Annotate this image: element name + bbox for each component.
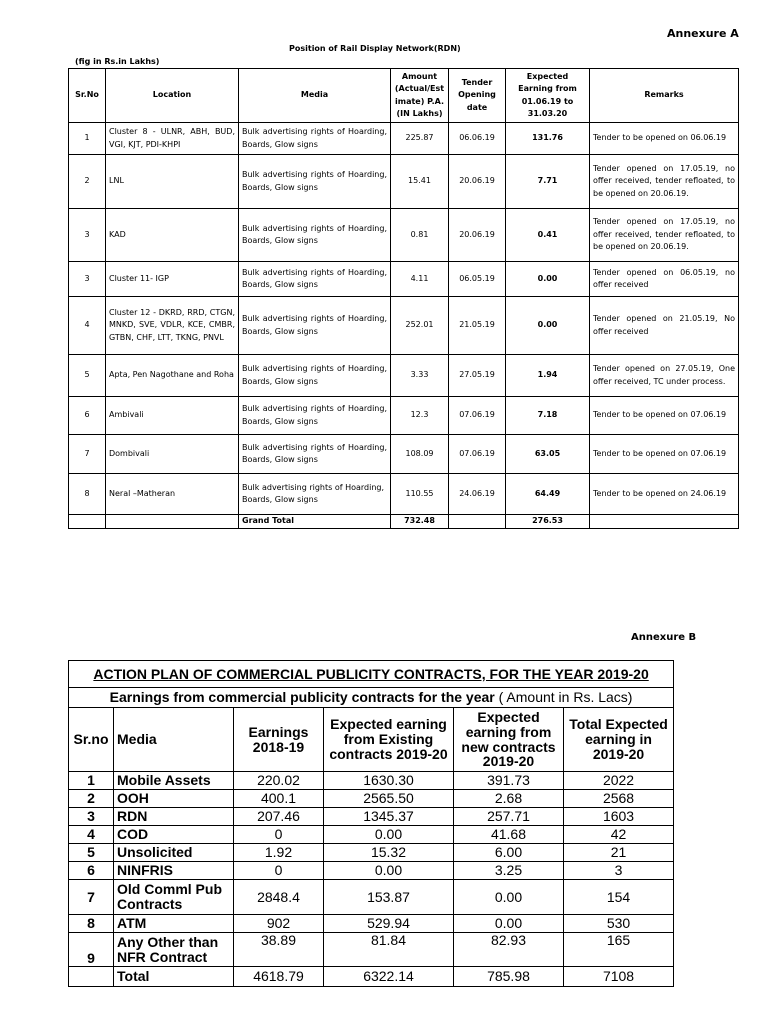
col-header: Remarks (590, 69, 739, 123)
table-row: 4 COD 0 0.00 41.68 42 (69, 826, 674, 844)
table-row (69, 209, 739, 262)
table-row (69, 155, 739, 209)
table-row: 6 NINFRIS 0 0.00 3.25 3 (69, 862, 674, 880)
table-row (69, 123, 739, 155)
srno-cell: 5 (69, 355, 106, 397)
table-row: 2 OOH 400.1 2565.50 2.68 2568 (69, 790, 674, 808)
remarks-cell: Tender to be opened on 06.06.19 (590, 123, 739, 155)
total-label: Total (114, 967, 234, 987)
table-row (69, 355, 739, 397)
earning-cell: 64.49 (506, 474, 590, 515)
earning-cell: 0.00 (506, 262, 590, 297)
earning-cell: 7.18 (506, 397, 590, 435)
grand-total-amount: 732.48 (391, 515, 449, 529)
col-header: Total Expected earning in 2019-20 (564, 708, 674, 772)
remarks-cell: Tender opened on 06.05.19, no offer received (590, 262, 739, 297)
media-cell: Bulk advertising rights of Hoarding, Boards, Glow signs (239, 474, 391, 515)
col-header: Expected earning from Existing contracts 2019-20 (324, 708, 454, 772)
media-cell: Bulk advertising rights of Hoarding, Boards, Glow signs (239, 262, 391, 297)
col-header: Tender Opening date (449, 69, 506, 123)
rdn-table-title: Position of Rail Display Network(RDN) (289, 44, 461, 53)
location-cell: Cluster 12 - DKRD, RRD, CTGN, MNKD, SVE, VDLR, KCE, CMBR, GTBN, CHF, LTT, TKNG, PNVL (106, 297, 239, 355)
date-cell: 07.06.19 (449, 435, 506, 474)
srno-cell: 8 (69, 474, 106, 515)
media-cell: Bulk advertising rights of Hoarding, Boards, Glow signs (239, 123, 391, 155)
remarks-cell: Tender to be opened on 24.06.19 (590, 474, 739, 515)
srno-cell: 3 (69, 262, 106, 297)
remarks-cell: Tender opened on 21.05.19, No offer received (590, 297, 739, 355)
table-row (69, 297, 739, 355)
amount-cell: 110.55 (391, 474, 449, 515)
amount-cell: 4.11 (391, 262, 449, 297)
earning-cell: 7.71 (506, 155, 590, 209)
table-row (69, 262, 739, 297)
col-header: Media (239, 69, 391, 123)
earning-cell: 0.00 (506, 297, 590, 355)
col-header: Expected earning from new contracts 2019-20 (454, 708, 564, 772)
grand-total-earning: 276.53 (506, 515, 590, 529)
annexure-a-heading: Annexure A (667, 27, 739, 40)
total-row (69, 515, 739, 529)
srno-cell: 7 (69, 435, 106, 474)
date-cell: 06.05.19 (449, 262, 506, 297)
date-cell: 20.06.19 (449, 209, 506, 262)
media-cell: Bulk advertising rights of Hoarding, Boards, Glow signs (239, 297, 391, 355)
col-header: Location (106, 69, 239, 123)
remarks-cell: Tender opened on 17.05.19, no offer received, tender refloated, to be opened on 20.06.19. (590, 155, 739, 209)
media-cell: Bulk advertising rights of Hoarding, Boards, Glow signs (239, 209, 391, 262)
location-cell: Dombivali (106, 435, 239, 474)
total-row (69, 967, 674, 987)
amount-cell: 225.87 (391, 123, 449, 155)
col-header: Amount (Actual/Est imate) P.A. (IN Lakhs) (391, 69, 449, 123)
action-plan-table (68, 660, 674, 987)
total-e1819: 4618.79 (234, 967, 324, 987)
total-existing: 6322.14 (324, 967, 454, 987)
table-row: 5 Unsolicited 1.92 15.32 6.00 21 (69, 844, 674, 862)
location-cell: Apta, Pen Nagothane and Roha (106, 355, 239, 397)
date-cell: 07.06.19 (449, 397, 506, 435)
table-row (69, 474, 739, 515)
earning-cell: 1.94 (506, 355, 590, 397)
earning-cell: 131.76 (506, 123, 590, 155)
col-header: Earnings 2018-19 (234, 708, 324, 772)
action-plan-title: ACTION PLAN OF COMMERCIAL PUBLICITY CONTRACTS, FOR THE YEAR 2019-20 (69, 661, 674, 688)
srno-cell: 4 (69, 297, 106, 355)
remarks-cell: Tender to be opened on 07.06.19 (590, 397, 739, 435)
earning-cell: 63.05 (506, 435, 590, 474)
col-header: Sr.no (69, 708, 114, 772)
date-cell: 27.05.19 (449, 355, 506, 397)
table-row: 7 Old Comml Pub Contracts 2848.4 153.87 0.00 154 (69, 880, 674, 915)
date-cell: 24.06.19 (449, 474, 506, 515)
rdn-table (68, 68, 739, 529)
amount-cell: 108.09 (391, 435, 449, 474)
earning-cell: 0.41 (506, 209, 590, 262)
remarks-cell: Tender to be opened on 07.06.19 (590, 435, 739, 474)
location-cell: Neral –Matheran (106, 474, 239, 515)
annexure-b-heading: Annexure B (631, 632, 697, 643)
location-cell: Cluster 11- IGP (106, 262, 239, 297)
location-cell: LNL (106, 155, 239, 209)
media-cell: Bulk advertising rights of Hoarding, Boards, Glow signs (239, 155, 391, 209)
date-cell: 20.06.19 (449, 155, 506, 209)
col-header: Sr.No (69, 69, 106, 123)
amount-cell: 252.01 (391, 297, 449, 355)
grand-total-label: Grand Total (239, 515, 391, 529)
amount-cell: 3.33 (391, 355, 449, 397)
media-cell: Bulk advertising rights of Hoarding, Boards, Glow signs (239, 355, 391, 397)
table-row: 1 Mobile Assets 220.02 1630.30 391.73 2022 (69, 772, 674, 790)
table-row (69, 397, 739, 435)
amount-cell: 15.41 (391, 155, 449, 209)
table-row (69, 435, 739, 474)
col-header: Expected Earning from 01.06.19 to 31.03.20 (506, 69, 590, 123)
media-cell: Bulk advertising rights of Hoarding, Boards, Glow signs (239, 397, 391, 435)
total-total: 7108 (564, 967, 674, 987)
srno-cell: 2 (69, 155, 106, 209)
col-header: Media (114, 708, 234, 772)
table-row: 9 Any Other than NFR Contract 38.89 81.84 82.93 165 (69, 933, 674, 967)
date-cell: 06.06.19 (449, 123, 506, 155)
media-cell: Bulk advertising rights of Hoarding, Boards, Glow signs (239, 435, 391, 474)
location-cell: Cluster 8 - ULNR, ABH, BUD, VGI, KJT, PDI-KHPI (106, 123, 239, 155)
srno-cell: 1 (69, 123, 106, 155)
table-row: 3 RDN 207.46 1345.37 257.71 1603 (69, 808, 674, 826)
total-new: 785.98 (454, 967, 564, 987)
table-row: 8 ATM 902 529.94 0.00 530 (69, 915, 674, 933)
srno-cell: 3 (69, 209, 106, 262)
location-cell: KAD (106, 209, 239, 262)
date-cell: 21.05.19 (449, 297, 506, 355)
amount-cell: 12.3 (391, 397, 449, 435)
srno-cell: 6 (69, 397, 106, 435)
amount-cell: 0.81 (391, 209, 449, 262)
fig-note: (fig in Rs.in Lakhs) (75, 57, 160, 66)
remarks-cell: Tender opened on 27.05.19, One offer received, TC under process. (590, 355, 739, 397)
location-cell: Ambivali (106, 397, 239, 435)
action-plan-subtitle: Earnings from commercial publicity contracts for the year ( Amount in Rs. Lacs) (69, 688, 674, 708)
remarks-cell: Tender opened on 17.05.19, no offer received, tender refloated, to be opened on 20.06.19. (590, 209, 739, 262)
